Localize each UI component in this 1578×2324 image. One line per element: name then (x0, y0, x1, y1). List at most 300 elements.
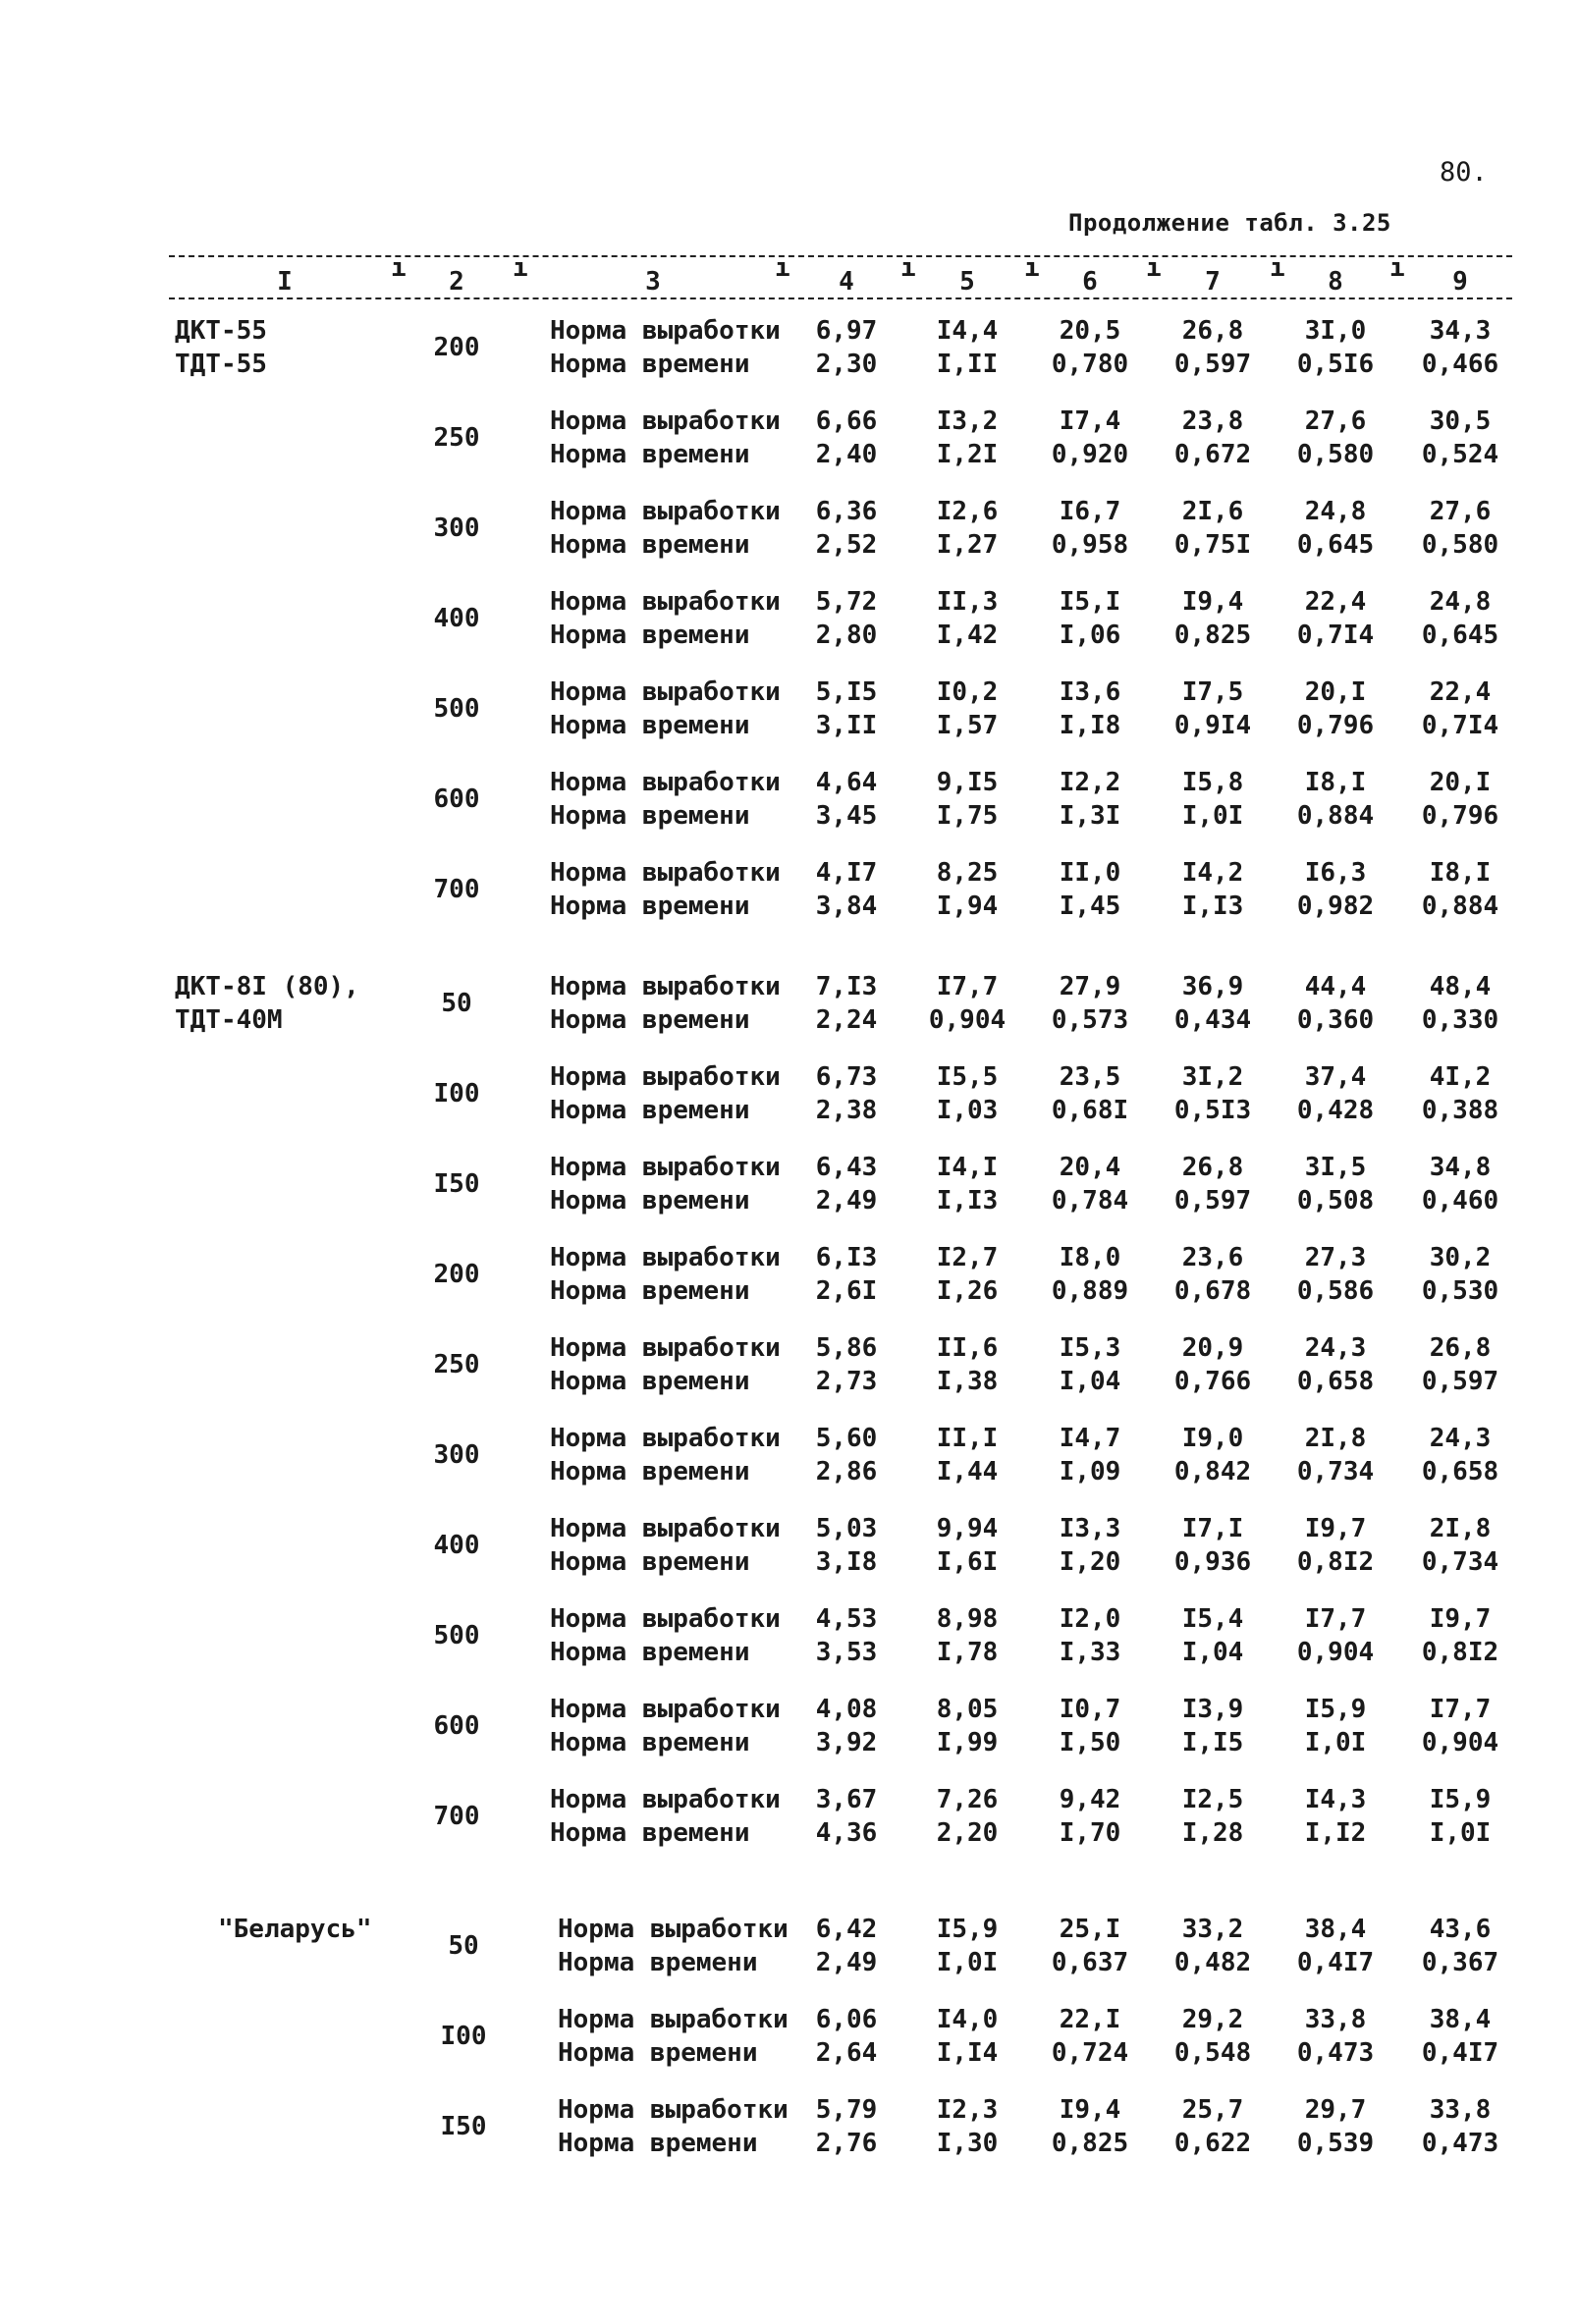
page-number: 80. (1440, 157, 1488, 188)
column-number-7: 7 (1205, 267, 1221, 297)
time-value: 0,658 (1421, 1457, 1499, 1486)
time-value: I,0I (1181, 801, 1244, 831)
output-value: I3,2 (936, 406, 999, 436)
time-value: 3,92 (815, 1728, 878, 1757)
output-value: 5,60 (815, 1424, 878, 1453)
time-value: 0,904 (928, 1005, 1007, 1035)
output-value: I9,4 (1059, 2095, 1121, 2125)
output-value: 30,5 (1429, 406, 1492, 436)
output-value: 2I,8 (1429, 1514, 1492, 1543)
time-value: 0,825 (1173, 621, 1252, 650)
time-value: 0,842 (1173, 1457, 1252, 1486)
output-value: 24,8 (1429, 587, 1492, 617)
time-value: I,I5 (1181, 1728, 1244, 1757)
output-value: II,6 (936, 1333, 999, 1363)
output-value: I4,3 (1304, 1785, 1367, 1814)
output-value: I4,7 (1059, 1424, 1121, 1453)
time-value: 0,482 (1173, 1948, 1252, 1977)
output-value: 2I,8 (1304, 1424, 1367, 1453)
time-value: 0,884 (1421, 892, 1499, 921)
output-value: 20,I (1304, 677, 1367, 707)
time-value: I,I2 (1304, 1818, 1367, 1848)
time-value: I,04 (1059, 1367, 1121, 1396)
output-value: 9,I5 (936, 768, 999, 797)
column-number-2: 2 (449, 267, 464, 297)
time-value: 0,539 (1296, 2129, 1375, 2158)
time-value: I,57 (936, 711, 999, 740)
label-time-norm: Норма времени (550, 621, 750, 650)
time-value: 0,524 (1421, 440, 1499, 469)
label-output-norm: Норма выработки (550, 1695, 781, 1724)
label-output-norm: Норма выработки (558, 2005, 789, 2034)
row-key: 500 (433, 694, 480, 724)
output-value: 27,6 (1304, 406, 1367, 436)
output-value: 24,8 (1304, 497, 1367, 526)
time-value: 0,5I6 (1296, 350, 1375, 379)
output-value: I4,I (936, 1153, 999, 1182)
time-value: I,3I (1059, 801, 1121, 831)
output-value: 27,6 (1429, 497, 1492, 526)
row-key: 50 (448, 1931, 479, 1961)
output-value: I7,7 (936, 972, 999, 1001)
output-value: 8,25 (936, 858, 999, 888)
label-time-norm: Норма времени (558, 2038, 758, 2068)
label-time-norm: Норма времени (550, 1547, 750, 1577)
output-value: I0,2 (936, 677, 999, 707)
time-value: I,42 (936, 621, 999, 650)
output-value: I4,0 (936, 2005, 999, 2034)
time-value: I,50 (1059, 1728, 1121, 1757)
time-value: 0,7I4 (1421, 711, 1499, 740)
output-value: 22,4 (1429, 677, 1492, 707)
output-value: 26,8 (1181, 316, 1244, 346)
time-value: 4,36 (815, 1818, 878, 1848)
output-value: 23,6 (1181, 1243, 1244, 1272)
time-value: 0,766 (1173, 1367, 1252, 1396)
time-value: I,27 (936, 530, 999, 560)
time-value: 2,80 (815, 621, 878, 650)
output-value: I0,7 (1059, 1695, 1121, 1724)
time-value: I,06 (1059, 621, 1121, 650)
output-value: I8,0 (1059, 1243, 1121, 1272)
time-value: 0,367 (1421, 1948, 1499, 1977)
time-value: 2,86 (815, 1457, 878, 1486)
time-value: I,45 (1059, 892, 1121, 921)
time-value: 2,6I (815, 1276, 878, 1306)
time-value: 2,49 (815, 1186, 878, 1216)
output-value: 29,2 (1181, 2005, 1244, 2034)
output-value: 6,73 (815, 1062, 878, 1092)
time-value: 0,724 (1051, 2038, 1129, 2068)
time-value: I,30 (936, 2129, 999, 2158)
output-value: 5,86 (815, 1333, 878, 1363)
time-value: 2,24 (815, 1005, 878, 1035)
output-value: 24,3 (1304, 1333, 1367, 1363)
time-value: 2,76 (815, 2129, 878, 2158)
time-value: 0,580 (1296, 440, 1375, 469)
output-value: 25,7 (1181, 2095, 1244, 2125)
label-output-norm: Норма выработки (550, 768, 781, 797)
output-value: 20,9 (1181, 1333, 1244, 1363)
time-value: 0,360 (1296, 1005, 1375, 1035)
output-value: I5,8 (1181, 768, 1244, 797)
output-value: I9,7 (1304, 1514, 1367, 1543)
time-value: 0,884 (1296, 801, 1375, 831)
time-value: 0,586 (1296, 1276, 1375, 1306)
output-value: I5,I (1059, 587, 1121, 617)
output-value: II,3 (936, 587, 999, 617)
output-value: I2,6 (936, 497, 999, 526)
output-value: I9,0 (1181, 1424, 1244, 1453)
output-value: I5,9 (936, 1915, 999, 1944)
row-key: 400 (433, 604, 480, 633)
time-value: 0,672 (1173, 440, 1252, 469)
output-value: 6,36 (815, 497, 878, 526)
time-value: 0,889 (1051, 1276, 1129, 1306)
output-value: 6,97 (815, 316, 878, 346)
row-key: 700 (433, 1802, 480, 1831)
column-separator: ı (391, 253, 407, 283)
time-value: 0,645 (1421, 621, 1499, 650)
label-time-norm: Норма времени (550, 1186, 750, 1216)
output-value: 44,4 (1304, 972, 1367, 1001)
label-output-norm: Норма выработки (550, 1785, 781, 1814)
time-value: 0,530 (1421, 1276, 1499, 1306)
output-value: 7,26 (936, 1785, 999, 1814)
label-time-norm: Норма времени (550, 1367, 750, 1396)
time-value: 2,20 (936, 1818, 999, 1848)
time-value: I,0I (936, 1948, 999, 1977)
label-output-norm: Норма выработки (550, 587, 781, 617)
output-value: I8,I (1429, 858, 1492, 888)
time-value: 0,4I7 (1421, 2038, 1499, 2068)
output-value: I5,9 (1429, 1785, 1492, 1814)
column-number-4: 4 (839, 267, 854, 297)
label-time-norm: Норма времени (550, 1728, 750, 1757)
output-value: I4,2 (1181, 858, 1244, 888)
time-value: 2,73 (815, 1367, 878, 1396)
time-value: 0,734 (1421, 1547, 1499, 1577)
time-value: 0,825 (1051, 2129, 1129, 2158)
column-number-1: I (277, 267, 293, 297)
output-value: II,0 (1059, 858, 1121, 888)
time-value: I,2I (936, 440, 999, 469)
table-caption: Продолжение табл. 3.25 (1068, 209, 1391, 237)
time-value: I,0I (1429, 1818, 1492, 1848)
label-output-norm: Норма выработки (550, 316, 781, 346)
time-value: I,II (936, 350, 999, 379)
time-value: 0,388 (1421, 1096, 1499, 1125)
output-value: I3,6 (1059, 677, 1121, 707)
column-separator: ı (1270, 253, 1285, 283)
label-time-norm: Норма времени (550, 1457, 750, 1486)
label-output-norm: Норма выработки (550, 1424, 781, 1453)
time-value: I,6I (936, 1547, 999, 1577)
time-value: I,33 (1059, 1638, 1121, 1667)
time-value: 0,434 (1173, 1005, 1252, 1035)
row-key: I00 (440, 2022, 487, 2051)
time-value: I,I3 (1181, 892, 1244, 921)
time-value: 0,8I2 (1296, 1547, 1375, 1577)
output-value: I3,3 (1059, 1514, 1121, 1543)
output-value: 6,42 (815, 1915, 878, 1944)
row-key: 600 (433, 784, 480, 814)
tractor-name: ТДТ-55 (175, 350, 267, 379)
output-value: I2,5 (1181, 1785, 1244, 1814)
time-value: 0,8I2 (1421, 1638, 1499, 1667)
time-value: 0,473 (1296, 2038, 1375, 2068)
output-value: 24,3 (1429, 1424, 1492, 1453)
row-key: I50 (440, 2112, 487, 2141)
time-value: I,20 (1059, 1547, 1121, 1577)
output-value: I6,3 (1304, 858, 1367, 888)
table-rule-bottom (169, 297, 1512, 299)
time-value: I,28 (1181, 1818, 1244, 1848)
output-value: 22,4 (1304, 587, 1367, 617)
label-time-norm: Норма времени (550, 1276, 750, 1306)
column-separator: ı (775, 253, 790, 283)
row-key: 300 (433, 513, 480, 543)
row-key: 700 (433, 875, 480, 904)
output-value: I2,0 (1059, 1604, 1121, 1634)
label-time-norm: Норма времени (550, 711, 750, 740)
output-value: 6,66 (815, 406, 878, 436)
time-value: 2,40 (815, 440, 878, 469)
output-value: I2,7 (936, 1243, 999, 1272)
output-value: 33,2 (1181, 1915, 1244, 1944)
output-value: 36,9 (1181, 972, 1244, 1001)
output-value: I6,7 (1059, 497, 1121, 526)
row-key: 500 (433, 1621, 480, 1650)
time-value: I,38 (936, 1367, 999, 1396)
output-value: II,I (936, 1424, 999, 1453)
time-value: 0,784 (1051, 1186, 1129, 1216)
output-value: 37,4 (1304, 1062, 1367, 1092)
time-value: 0,548 (1173, 2038, 1252, 2068)
label-output-norm: Норма выработки (550, 972, 781, 1001)
output-value: 48,4 (1429, 972, 1492, 1001)
time-value: 3,53 (815, 1638, 878, 1667)
output-value: I5,3 (1059, 1333, 1121, 1363)
time-value: I,04 (1181, 1638, 1244, 1667)
output-value: 38,4 (1304, 1915, 1367, 1944)
column-number-3: 3 (645, 267, 661, 297)
output-value: 23,5 (1059, 1062, 1121, 1092)
time-value: 3,84 (815, 892, 878, 921)
output-value: 4,I7 (815, 858, 878, 888)
output-value: 6,I3 (815, 1243, 878, 1272)
label-time-norm: Норма времени (558, 2129, 758, 2158)
output-value: I5,5 (936, 1062, 999, 1092)
time-value: 3,II (815, 711, 878, 740)
label-output-norm: Норма выработки (550, 1153, 781, 1182)
output-value: 8,98 (936, 1604, 999, 1634)
output-value: I7,7 (1304, 1604, 1367, 1634)
label-time-norm: Норма времени (550, 1818, 750, 1848)
output-value: I8,I (1304, 768, 1367, 797)
output-value: I2,2 (1059, 768, 1121, 797)
time-value: I,0I (1304, 1728, 1367, 1757)
row-key: I00 (433, 1079, 480, 1108)
output-value: 8,05 (936, 1695, 999, 1724)
column-number-9: 9 (1452, 267, 1468, 297)
tractor-name: ДКТ-8I (80), (175, 972, 359, 1001)
label-output-norm: Норма выработки (550, 858, 781, 888)
row-key: 250 (433, 1350, 480, 1379)
output-value: 20,I (1429, 768, 1492, 797)
output-value: 3I,2 (1181, 1062, 1244, 1092)
time-value: 0,330 (1421, 1005, 1499, 1035)
time-value: 0,7I4 (1296, 621, 1375, 650)
output-value: 29,7 (1304, 2095, 1367, 2125)
time-value: I,99 (936, 1728, 999, 1757)
output-value: I9,4 (1181, 587, 1244, 617)
time-value: 0,9I4 (1173, 711, 1252, 740)
time-value: I,78 (936, 1638, 999, 1667)
output-value: 5,03 (815, 1514, 878, 1543)
time-value: 0,958 (1051, 530, 1129, 560)
time-value: I,26 (936, 1276, 999, 1306)
row-key: 250 (433, 423, 480, 453)
time-value: 0,460 (1421, 1186, 1499, 1216)
column-number-5: 5 (959, 267, 975, 297)
label-time-norm: Норма времени (550, 892, 750, 921)
time-value: 0,920 (1051, 440, 1129, 469)
output-value: 27,9 (1059, 972, 1121, 1001)
label-time-norm: Норма времени (550, 530, 750, 560)
output-value: 6,06 (815, 2005, 878, 2034)
time-value: I,I3 (936, 1186, 999, 1216)
output-value: 34,8 (1429, 1153, 1492, 1182)
label-time-norm: Норма времени (550, 1096, 750, 1125)
output-value: 3,67 (815, 1785, 878, 1814)
output-value: 43,6 (1429, 1915, 1492, 1944)
output-value: 5,72 (815, 587, 878, 617)
output-value: I2,3 (936, 2095, 999, 2125)
column-separator: ı (1146, 253, 1162, 283)
time-value: 0,573 (1051, 1005, 1129, 1035)
time-value: 0,645 (1296, 530, 1375, 560)
column-separator: ı (1024, 253, 1040, 283)
row-key: 200 (433, 1260, 480, 1289)
output-value: 4,08 (815, 1695, 878, 1724)
time-value: 0,75I (1173, 530, 1252, 560)
label-time-norm: Норма времени (558, 1948, 758, 1977)
output-value: 5,79 (815, 2095, 878, 2125)
label-time-norm: Норма времени (550, 440, 750, 469)
time-value: 2,49 (815, 1948, 878, 1977)
column-separator: ı (513, 253, 528, 283)
time-value: 0,5I3 (1173, 1096, 1252, 1125)
output-value: 26,8 (1181, 1153, 1244, 1182)
time-value: 0,796 (1421, 801, 1499, 831)
output-value: 4I,2 (1429, 1062, 1492, 1092)
time-value: I,I8 (1059, 711, 1121, 740)
tractor-name: ТДТ-40М (175, 1005, 283, 1035)
time-value: 2,52 (815, 530, 878, 560)
row-key: 50 (441, 989, 472, 1018)
output-value: 2I,6 (1181, 497, 1244, 526)
output-value: 20,5 (1059, 316, 1121, 346)
time-value: 0,580 (1421, 530, 1499, 560)
time-value: 0,4I7 (1296, 1948, 1375, 1977)
table-rule-top (169, 255, 1512, 257)
label-output-norm: Норма выработки (550, 677, 781, 707)
output-value: I9,7 (1429, 1604, 1492, 1634)
output-value: 27,3 (1304, 1243, 1367, 1272)
time-value: 3,45 (815, 801, 878, 831)
time-value: 0,508 (1296, 1186, 1375, 1216)
time-value: I,I4 (936, 2038, 999, 2068)
output-value: 25,I (1059, 1915, 1121, 1944)
output-value: I7,7 (1429, 1695, 1492, 1724)
tractor-name: "Беларусь" (218, 1915, 372, 1944)
column-number-8: 8 (1328, 267, 1343, 297)
label-output-norm: Норма выработки (550, 1604, 781, 1634)
output-value: 26,8 (1429, 1333, 1492, 1363)
time-value: 0,658 (1296, 1367, 1375, 1396)
output-value: I4,4 (936, 316, 999, 346)
time-value: I,09 (1059, 1457, 1121, 1486)
output-value: I3,9 (1181, 1695, 1244, 1724)
time-value: 2,64 (815, 2038, 878, 2068)
column-number-6: 6 (1082, 267, 1098, 297)
row-key: 600 (433, 1711, 480, 1741)
output-value: 4,64 (815, 768, 878, 797)
tractor-name: ДКТ-55 (175, 316, 267, 346)
output-value: 3I,5 (1304, 1153, 1367, 1182)
time-value: 0,936 (1173, 1547, 1252, 1577)
output-value: I7,I (1181, 1514, 1244, 1543)
row-key: 300 (433, 1440, 480, 1470)
output-value: I7,5 (1181, 677, 1244, 707)
time-value: I,94 (936, 892, 999, 921)
row-key: 400 (433, 1531, 480, 1560)
time-value: I,75 (936, 801, 999, 831)
column-separator: ı (1389, 253, 1405, 283)
time-value: 0,904 (1296, 1638, 1375, 1667)
label-output-norm: Норма выработки (550, 1333, 781, 1363)
time-value: 0,780 (1051, 350, 1129, 379)
time-value: 0,796 (1296, 711, 1375, 740)
output-value: 30,2 (1429, 1243, 1492, 1272)
label-time-norm: Норма времени (550, 1638, 750, 1667)
label-output-norm: Норма выработки (558, 2095, 789, 2125)
label-time-norm: Норма времени (550, 350, 750, 379)
label-time-norm: Норма времени (550, 801, 750, 831)
output-value: 33,8 (1304, 2005, 1367, 2034)
output-value: I5,4 (1181, 1604, 1244, 1634)
label-output-norm: Норма выработки (558, 1915, 789, 1944)
row-key: I50 (433, 1169, 480, 1199)
output-value: 3I,0 (1304, 316, 1367, 346)
time-value: 0,734 (1296, 1457, 1375, 1486)
output-value: 6,43 (815, 1153, 878, 1182)
time-value: 0,597 (1173, 1186, 1252, 1216)
time-value: I,03 (936, 1096, 999, 1125)
output-value: 7,I3 (815, 972, 878, 1001)
row-key: 200 (433, 333, 480, 362)
label-output-norm: Норма выработки (550, 406, 781, 436)
label-output-norm: Норма выработки (550, 1243, 781, 1272)
output-value: 22,I (1059, 2005, 1121, 2034)
column-separator: ı (900, 253, 916, 283)
time-value: 0,473 (1421, 2129, 1499, 2158)
time-value: 0,68I (1051, 1096, 1129, 1125)
output-value: 38,4 (1429, 2005, 1492, 2034)
output-value: 4,53 (815, 1604, 878, 1634)
output-value: 33,8 (1429, 2095, 1492, 2125)
